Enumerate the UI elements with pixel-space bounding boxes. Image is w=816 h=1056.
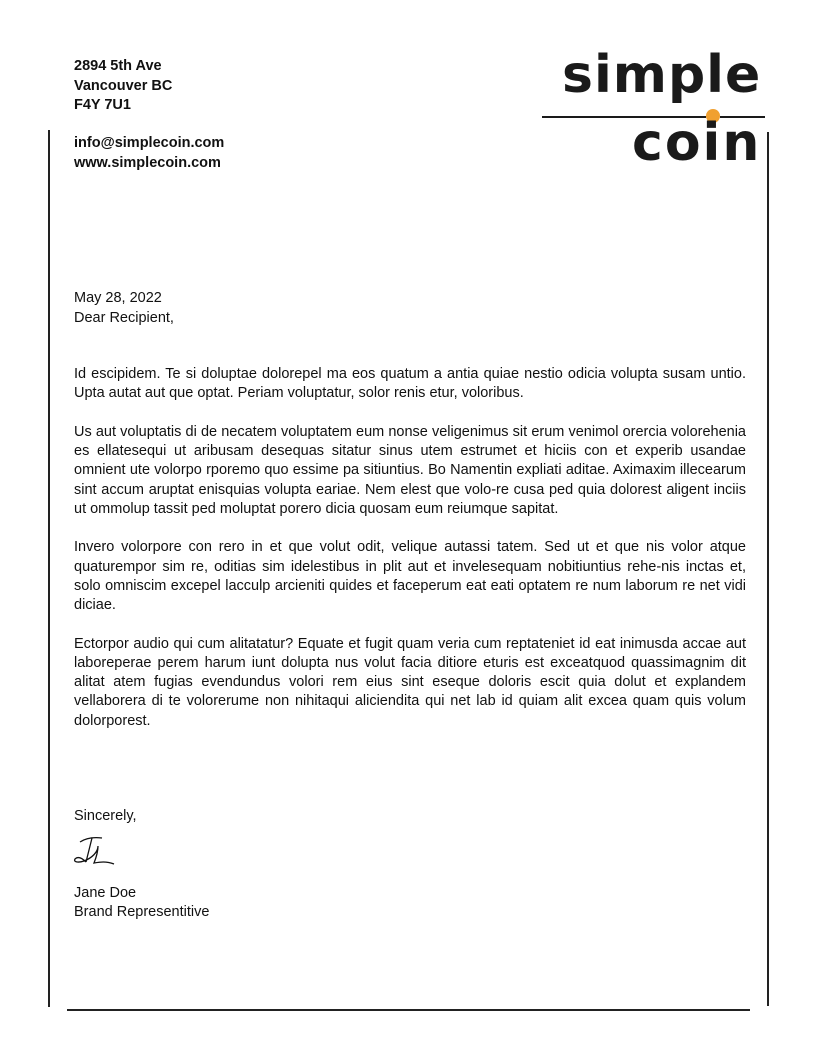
- frame-line-bottom: [67, 1009, 750, 1011]
- company-email: info@simplecoin.com: [74, 135, 225, 151]
- frame-line-right: [767, 132, 769, 1006]
- letter-body: [74, 365, 746, 750]
- company-website: www.simplecoin.com: [74, 154, 221, 171]
- logo-word-coin: coin: [632, 113, 762, 173]
- body-paragraph: Invero volorpore con rero in et que volut odit, velique autassi tatem. Sed ut et que nis volor atque quaturempor sim re, oditias sim idelestibus in plit aut et invelesequam nobitiuntius rehe-nis inctas et, solo omniscim excepel lacculp arcieniti quides et faceperum eat eati optatem re num laborum re net vidi diciae.: [74, 539, 746, 614]
- letter-closing: Sincerely,: [74, 808, 137, 824]
- body-paragraph: Id escipidem. Te si doluptae dolorepel ma eos quatum a antia quiae nestio odicia volupta susam untio. Upta autat aut que optat. Periam voluptatur, solor renis etur, voloribus.: [74, 366, 746, 402]
- body-paragraph: Us aut voluptatis di de necatem voluptatem eum nonse veligenimus sit erum venimol orercia volorehenia es ellatesequi ut aribusam desequas sitatur sinus utem estrumet et hiciis con et experib usandae omnient ute volorpo rporemo quo essime pa sitiuntius. Bo Namentin expliati aditae. Aximaxim illecearum sint accum aruptat enisquias volupta eariae. Nem elest que volo-re cusa ped quia dolorest aligent inciis ut ommolup tassit ped moluptat porero dicia quosam eum reiumque sapitat.: [74, 423, 746, 517]
- address-line: 2894 5th Ave: [74, 58, 162, 74]
- logo-word-simple: simple: [562, 45, 762, 105]
- simplecoin-logo: [540, 40, 770, 173]
- signer-title: Brand Representitive: [74, 904, 210, 920]
- frame-line-left: [48, 130, 50, 1007]
- signature-icon: [72, 832, 120, 870]
- letter-date: May 28, 2022: [74, 290, 162, 306]
- company-contact: [74, 134, 224, 173]
- letter-salutation: Dear Recipient,: [74, 310, 174, 326]
- signer-name: Jane Doe: [74, 885, 137, 901]
- body-paragraph: Ectorpor audio qui cum alitatatur? Equate et fugit quam veria cum reptateniet id eat inimusda accae aut laboreperae perem harum iunt dolupta nus volut facia ditiore eturis est exceatquod quassimagnim dit alitat atem fugias evendundus volori rem eius sint eseque doloris escit quia dolut et explandem vellaborera di te volorerume non nihitaqui aliciendita qui net lab id quiam alit excea quam quis volum dolorporest.: [74, 635, 746, 729]
- address-line: F4Y 7U1: [74, 97, 131, 113]
- company-address: [74, 57, 172, 116]
- address-line: Vancouver BC: [74, 77, 173, 94]
